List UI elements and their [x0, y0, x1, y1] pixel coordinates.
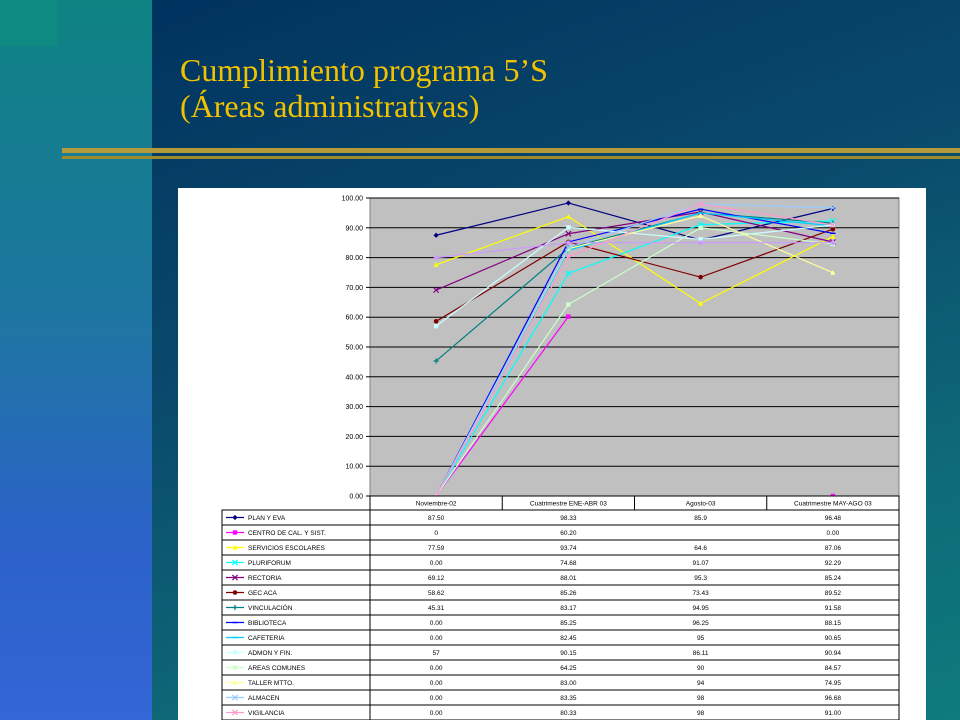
- data-table-value: 95: [697, 634, 705, 642]
- data-table-value: 96.25: [692, 619, 709, 627]
- data-table-value: 0.00: [826, 529, 840, 537]
- data-table-value: 87.50: [427, 514, 445, 522]
- data-table-value: 89.52: [824, 589, 842, 597]
- y-tick-label: 20.00: [345, 433, 363, 441]
- title-underline-thin: [62, 156, 960, 159]
- series-name-label: VINCULACIÓN: [248, 604, 293, 612]
- data-point: [566, 225, 570, 229]
- y-tick-label: 70.00: [345, 284, 363, 292]
- data-table-value: 85.26: [560, 589, 577, 597]
- series-name-label: PLAN Y EVA: [248, 514, 286, 522]
- data-table-value: 80.33: [560, 709, 577, 717]
- data-table-value: 96.68: [824, 694, 842, 702]
- data-point: [831, 240, 836, 245]
- data-table-value: 90.94: [824, 649, 842, 657]
- data-table-value: 98: [697, 709, 705, 717]
- data-table-value: 0.00: [429, 664, 443, 672]
- data-table-value: 0.00: [429, 634, 443, 642]
- data-table-value: 98: [697, 694, 705, 702]
- data-table-value: 85.9: [694, 514, 707, 522]
- legend-key-marker: [233, 650, 237, 654]
- data-table-value: 64.6: [694, 544, 707, 552]
- series-name-label: AREAS COMUNES: [248, 664, 306, 672]
- data-table-value: 77.59: [427, 544, 445, 552]
- y-tick-label: 60.00: [345, 314, 363, 322]
- series-name-label: VIGILANCIA: [248, 709, 285, 717]
- series-name-label: TALLER MTTO.: [248, 679, 294, 687]
- x-category-label: Cuatrimestre MAY-AGO 03: [794, 500, 872, 508]
- data-table-value: 0.00: [429, 619, 443, 627]
- data-table-value: 85.25: [560, 619, 577, 627]
- chart-panel: [178, 188, 926, 720]
- x-category-label: Cuatrimestre ENE-ABR 03: [529, 500, 607, 508]
- series-name-label: CENTRO DE CAL. Y SIST.: [248, 529, 326, 537]
- data-table-value: 87.06: [824, 544, 842, 552]
- data-point: [698, 275, 703, 280]
- title-underline-thick: [62, 148, 960, 153]
- left-accent-strip: [0, 0, 152, 720]
- data-table-value: 82.45: [560, 634, 577, 642]
- series-name-label: ALMACEN: [248, 694, 280, 702]
- data-table-value: 98.33: [560, 514, 577, 522]
- data-table-value: 95.3: [694, 574, 707, 582]
- data-table-value: 88.01: [560, 574, 577, 582]
- line-chart: [178, 188, 926, 720]
- data-point: [566, 314, 570, 318]
- data-table-value: 91.07: [692, 559, 709, 567]
- data-point: [698, 240, 703, 245]
- data-table-value: 92.29: [824, 559, 842, 567]
- series-name-label: BIBLIOTECA: [248, 619, 287, 627]
- x-category-label: Agosto-03: [685, 500, 716, 508]
- y-tick-label: 30.00: [345, 404, 363, 412]
- legend-key-marker: [233, 530, 237, 534]
- data-table-value: 83.17: [560, 604, 577, 612]
- data-table-value: 88.15: [824, 619, 842, 627]
- slide-title: [180, 52, 880, 124]
- data-table-value: 0.00: [429, 559, 443, 567]
- data-point: [434, 255, 439, 260]
- data-point: [566, 302, 570, 306]
- data-table-value: 91.58: [824, 604, 842, 612]
- data-table-value: 74.95: [824, 679, 842, 687]
- slide-title-line-1: Cumplimiento programa 5’S: [180, 52, 548, 88]
- data-point: [434, 319, 439, 324]
- data-table-value: 86.11: [692, 649, 709, 657]
- legend-key-marker: [233, 590, 238, 595]
- data-table-value: 57: [432, 649, 440, 657]
- data-table-value: 73.43: [692, 589, 709, 597]
- x-category-label: Noviembre-02: [415, 500, 457, 508]
- data-table-value: 0.00: [429, 694, 443, 702]
- series-name-label: RECTORIA: [248, 574, 282, 582]
- data-table-value: 64.25: [560, 664, 577, 672]
- data-table-value: 94.95: [692, 604, 709, 612]
- data-table-value: 0.00: [429, 679, 443, 687]
- y-tick-label: 40.00: [345, 374, 363, 382]
- data-table-value: 60.20: [560, 529, 577, 537]
- y-tick-label: 10.00: [345, 463, 363, 471]
- data-table-value: 90.15: [560, 649, 577, 657]
- y-tick-label: 90.00: [345, 225, 363, 233]
- data-table-value: 69.12: [427, 574, 445, 582]
- data-table-value: 96.48: [824, 514, 842, 522]
- series-name-label: GEC ACA: [248, 589, 277, 597]
- data-table-value: 94: [697, 679, 705, 687]
- data-table-value: 0: [434, 529, 438, 537]
- series-name-label: PLURIFORUM: [248, 559, 291, 567]
- data-table-value: 84.57: [824, 664, 842, 672]
- data-table-value: 74.68: [560, 559, 577, 567]
- y-tick-label: 50.00: [345, 344, 363, 352]
- data-table-value: 90.65: [824, 634, 842, 642]
- data-table-value: 91.00: [824, 709, 842, 717]
- data-table-value: 83.00: [560, 679, 577, 687]
- series-name-label: CAFETERIA: [248, 634, 285, 642]
- data-point: [831, 227, 836, 232]
- data-point: [434, 324, 438, 328]
- data-table-value: 90: [697, 664, 705, 672]
- data-table-value: 83.35: [560, 694, 577, 702]
- data-point: [698, 226, 702, 230]
- y-tick-label: 100.00: [341, 195, 363, 203]
- data-table-value: 45.31: [427, 604, 445, 612]
- series-name-label: ADMON Y FIN.: [248, 649, 293, 657]
- data-point: [566, 240, 571, 245]
- series-name-label: SERVICIOS ESCOLARES: [248, 544, 325, 552]
- data-table-value: 58.62: [427, 589, 445, 597]
- data-table-value: 0.00: [429, 709, 443, 717]
- y-tick-label: 80.00: [345, 255, 363, 263]
- data-table-value: 93.74: [560, 544, 577, 552]
- legend-key-marker: [233, 665, 237, 669]
- y-tick-label: 0.00: [349, 493, 363, 501]
- slide-title-line-2: (Áreas administrativas): [180, 88, 480, 124]
- data-table-value: 85.24: [824, 574, 842, 582]
